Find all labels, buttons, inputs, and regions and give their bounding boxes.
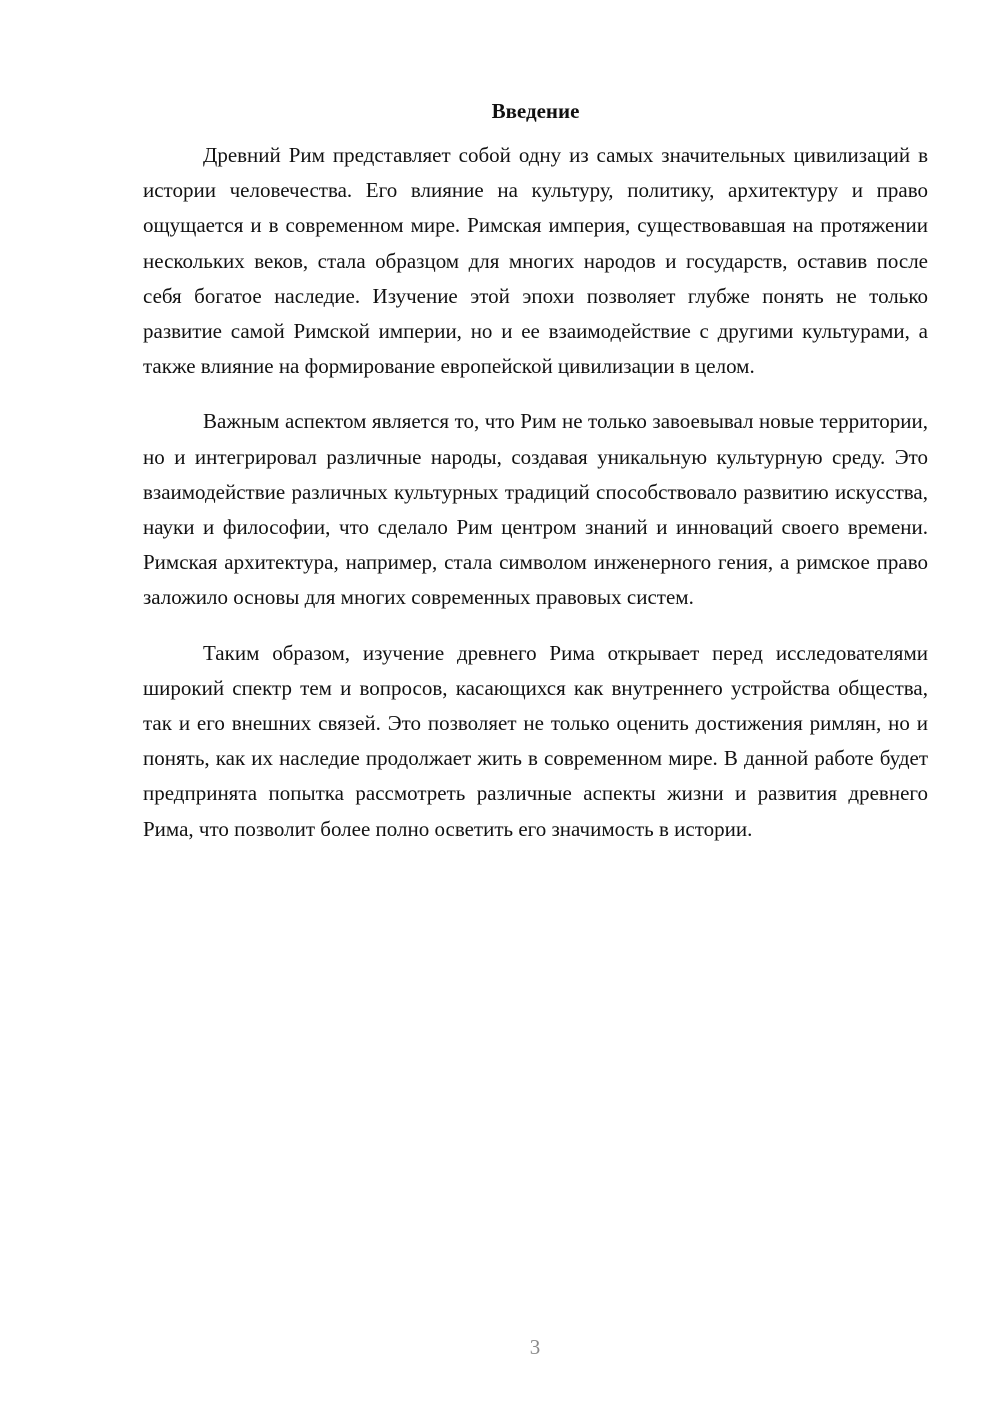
paragraph-2: Важным аспектом является то, что Рим не только завоевывал новые территории, но и интегрировал различные народы, создавая уникальную культурную среду. Это взаимодействие различных культурных традиций способствовало развитию искусства, науки и философии, что сделало Рим центром знаний и инноваций своего времени. Римская архитектура, например, стала символом инженерного гения, а римское право заложило основы для многих современных правовых систем. bbox=[143, 409, 928, 610]
page-content bbox=[143, 96, 928, 867]
paragraph-1: Древний Рим представляет собой одну из самых значительных цивилизаций в истории человечества. Его влияние на культуру, политику, архитектуру и право ощущается и в современном мире. Римская империя, существовавшая на протяжении нескольких веков, стала образцом для многих народов и государств, оставив после себя богатое наследие. Изучение этой эпохи позволяет глубже понять не только развитие самой Римской империи, но и ее взаимодействие с другими культурами, а также влияние на формирование европейской цивилизации в целом. bbox=[143, 143, 928, 379]
paragraph-3: Таким образом, изучение древнего Рима открывает перед исследователями широкий спектр тем и вопросов, касающихся как внутреннего устройства общества, так и его внешних связей. Это позволяет не только оценить достижения римлян, но и понять, как их наследие продолжает жить в современном мире. В данной работе будет предпринята попытка рассмотреть различные аспекты жизни и развития древнего Рима, что позволит более полно осветить его значимость в истории. bbox=[143, 640, 928, 841]
section-title: Введение bbox=[491, 99, 580, 123]
page-number: 3 bbox=[529, 1335, 541, 1359]
